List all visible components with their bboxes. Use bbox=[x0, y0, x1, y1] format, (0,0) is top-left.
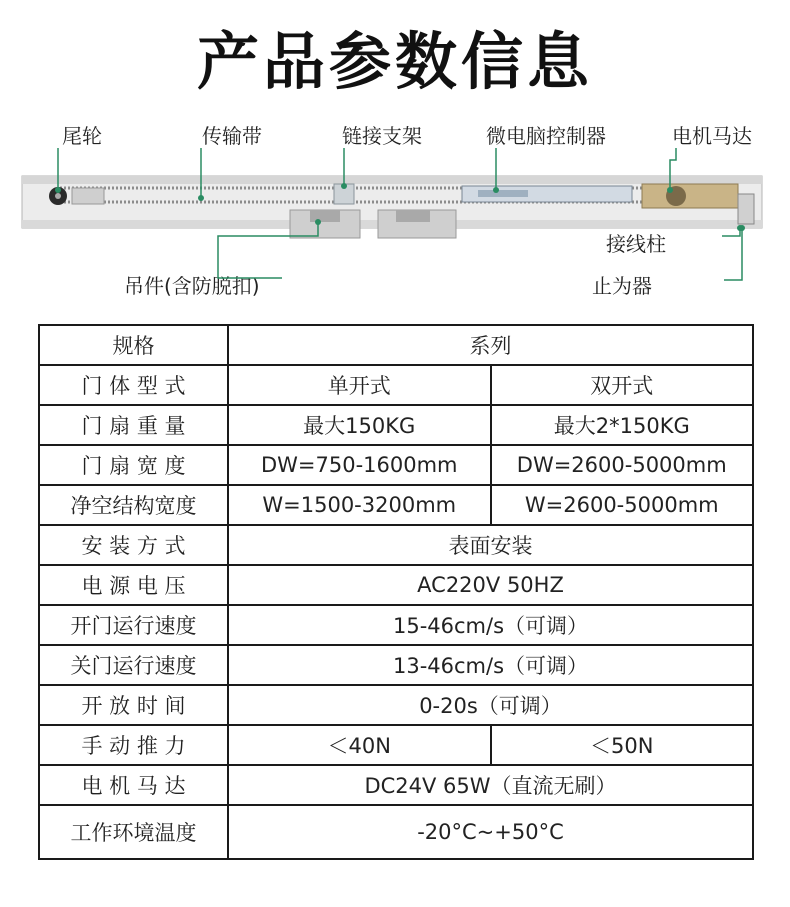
row-value-single: ＜40N bbox=[228, 725, 491, 765]
row-value: AC220V 50HZ bbox=[228, 565, 753, 605]
row-value-double: 双开式 bbox=[491, 365, 754, 405]
row-label: 门 扇 宽 度 bbox=[39, 445, 228, 485]
table-header-row bbox=[39, 325, 753, 365]
table-row bbox=[39, 445, 753, 485]
label-link-bracket: 链接支架 bbox=[342, 124, 422, 148]
table-row bbox=[39, 685, 753, 725]
row-label: 电 机 马 达 bbox=[39, 765, 228, 805]
label-hanger: 吊件(含防脱扣) bbox=[124, 274, 260, 298]
table-row bbox=[39, 565, 753, 605]
row-value: 15-46cm/s（可调） bbox=[228, 605, 753, 645]
table-row bbox=[39, 485, 753, 525]
table-row bbox=[39, 405, 753, 445]
table-row bbox=[39, 365, 753, 405]
table-row bbox=[39, 525, 753, 565]
row-value: -20°C~+50°C bbox=[228, 805, 753, 859]
row-label: 关门运行速度 bbox=[39, 645, 228, 685]
row-label: 安 装 方 式 bbox=[39, 525, 228, 565]
row-value-single: 最大150KG bbox=[228, 405, 491, 445]
table-row bbox=[39, 805, 753, 859]
label-controller: 微电脑控制器 bbox=[486, 124, 606, 148]
row-value-double: DW=2600-5000mm bbox=[491, 445, 754, 485]
row-value-single: 单开式 bbox=[228, 365, 491, 405]
label-tail-wheel: 尾轮 bbox=[62, 124, 102, 148]
row-label: 门 扇 重 量 bbox=[39, 405, 228, 445]
label-stopper: 止为器 bbox=[592, 274, 652, 298]
row-value-single: W=1500-3200mm bbox=[228, 485, 491, 525]
row-value-double: W=2600-5000mm bbox=[491, 485, 754, 525]
label-belt: 传输带 bbox=[202, 124, 262, 148]
rail-drawing bbox=[0, 110, 790, 310]
row-label: 手 动 推 力 bbox=[39, 725, 228, 765]
header-series: 系列 bbox=[228, 325, 753, 365]
table-row bbox=[39, 645, 753, 685]
motor-shape bbox=[642, 184, 738, 208]
row-label: 开 放 时 间 bbox=[39, 685, 228, 725]
spec-table bbox=[38, 324, 754, 860]
label-motor: 电机马达 bbox=[672, 124, 752, 148]
label-terminal: 接线柱 bbox=[606, 232, 666, 256]
row-value: DC24V 65W（直流无刷） bbox=[228, 765, 753, 805]
page-title: 产品参数信息 bbox=[196, 25, 593, 98]
row-value-double: 最大2*150KG bbox=[491, 405, 754, 445]
tail-bracket bbox=[72, 188, 104, 204]
row-label: 门 体 型 式 bbox=[39, 365, 228, 405]
row-label: 工作环境温度 bbox=[39, 805, 228, 859]
row-label: 净空结构宽度 bbox=[39, 485, 228, 525]
row-label: 开门运行速度 bbox=[39, 605, 228, 645]
row-value: 13-46cm/s（可调） bbox=[228, 645, 753, 685]
row-value-single: DW=750-1600mm bbox=[228, 445, 491, 485]
terminal-shape bbox=[738, 194, 754, 224]
row-value-double: ＜50N bbox=[491, 725, 754, 765]
table-row bbox=[39, 725, 753, 765]
row-value: 0-20s（可调） bbox=[228, 685, 753, 725]
header-spec: 规格 bbox=[39, 325, 228, 365]
rail-top-lip bbox=[22, 176, 762, 184]
operator-diagram bbox=[0, 110, 790, 310]
table-row bbox=[39, 605, 753, 645]
row-value: 表面安装 bbox=[228, 525, 753, 565]
table-row bbox=[39, 765, 753, 805]
row-label: 电 源 电 压 bbox=[39, 565, 228, 605]
